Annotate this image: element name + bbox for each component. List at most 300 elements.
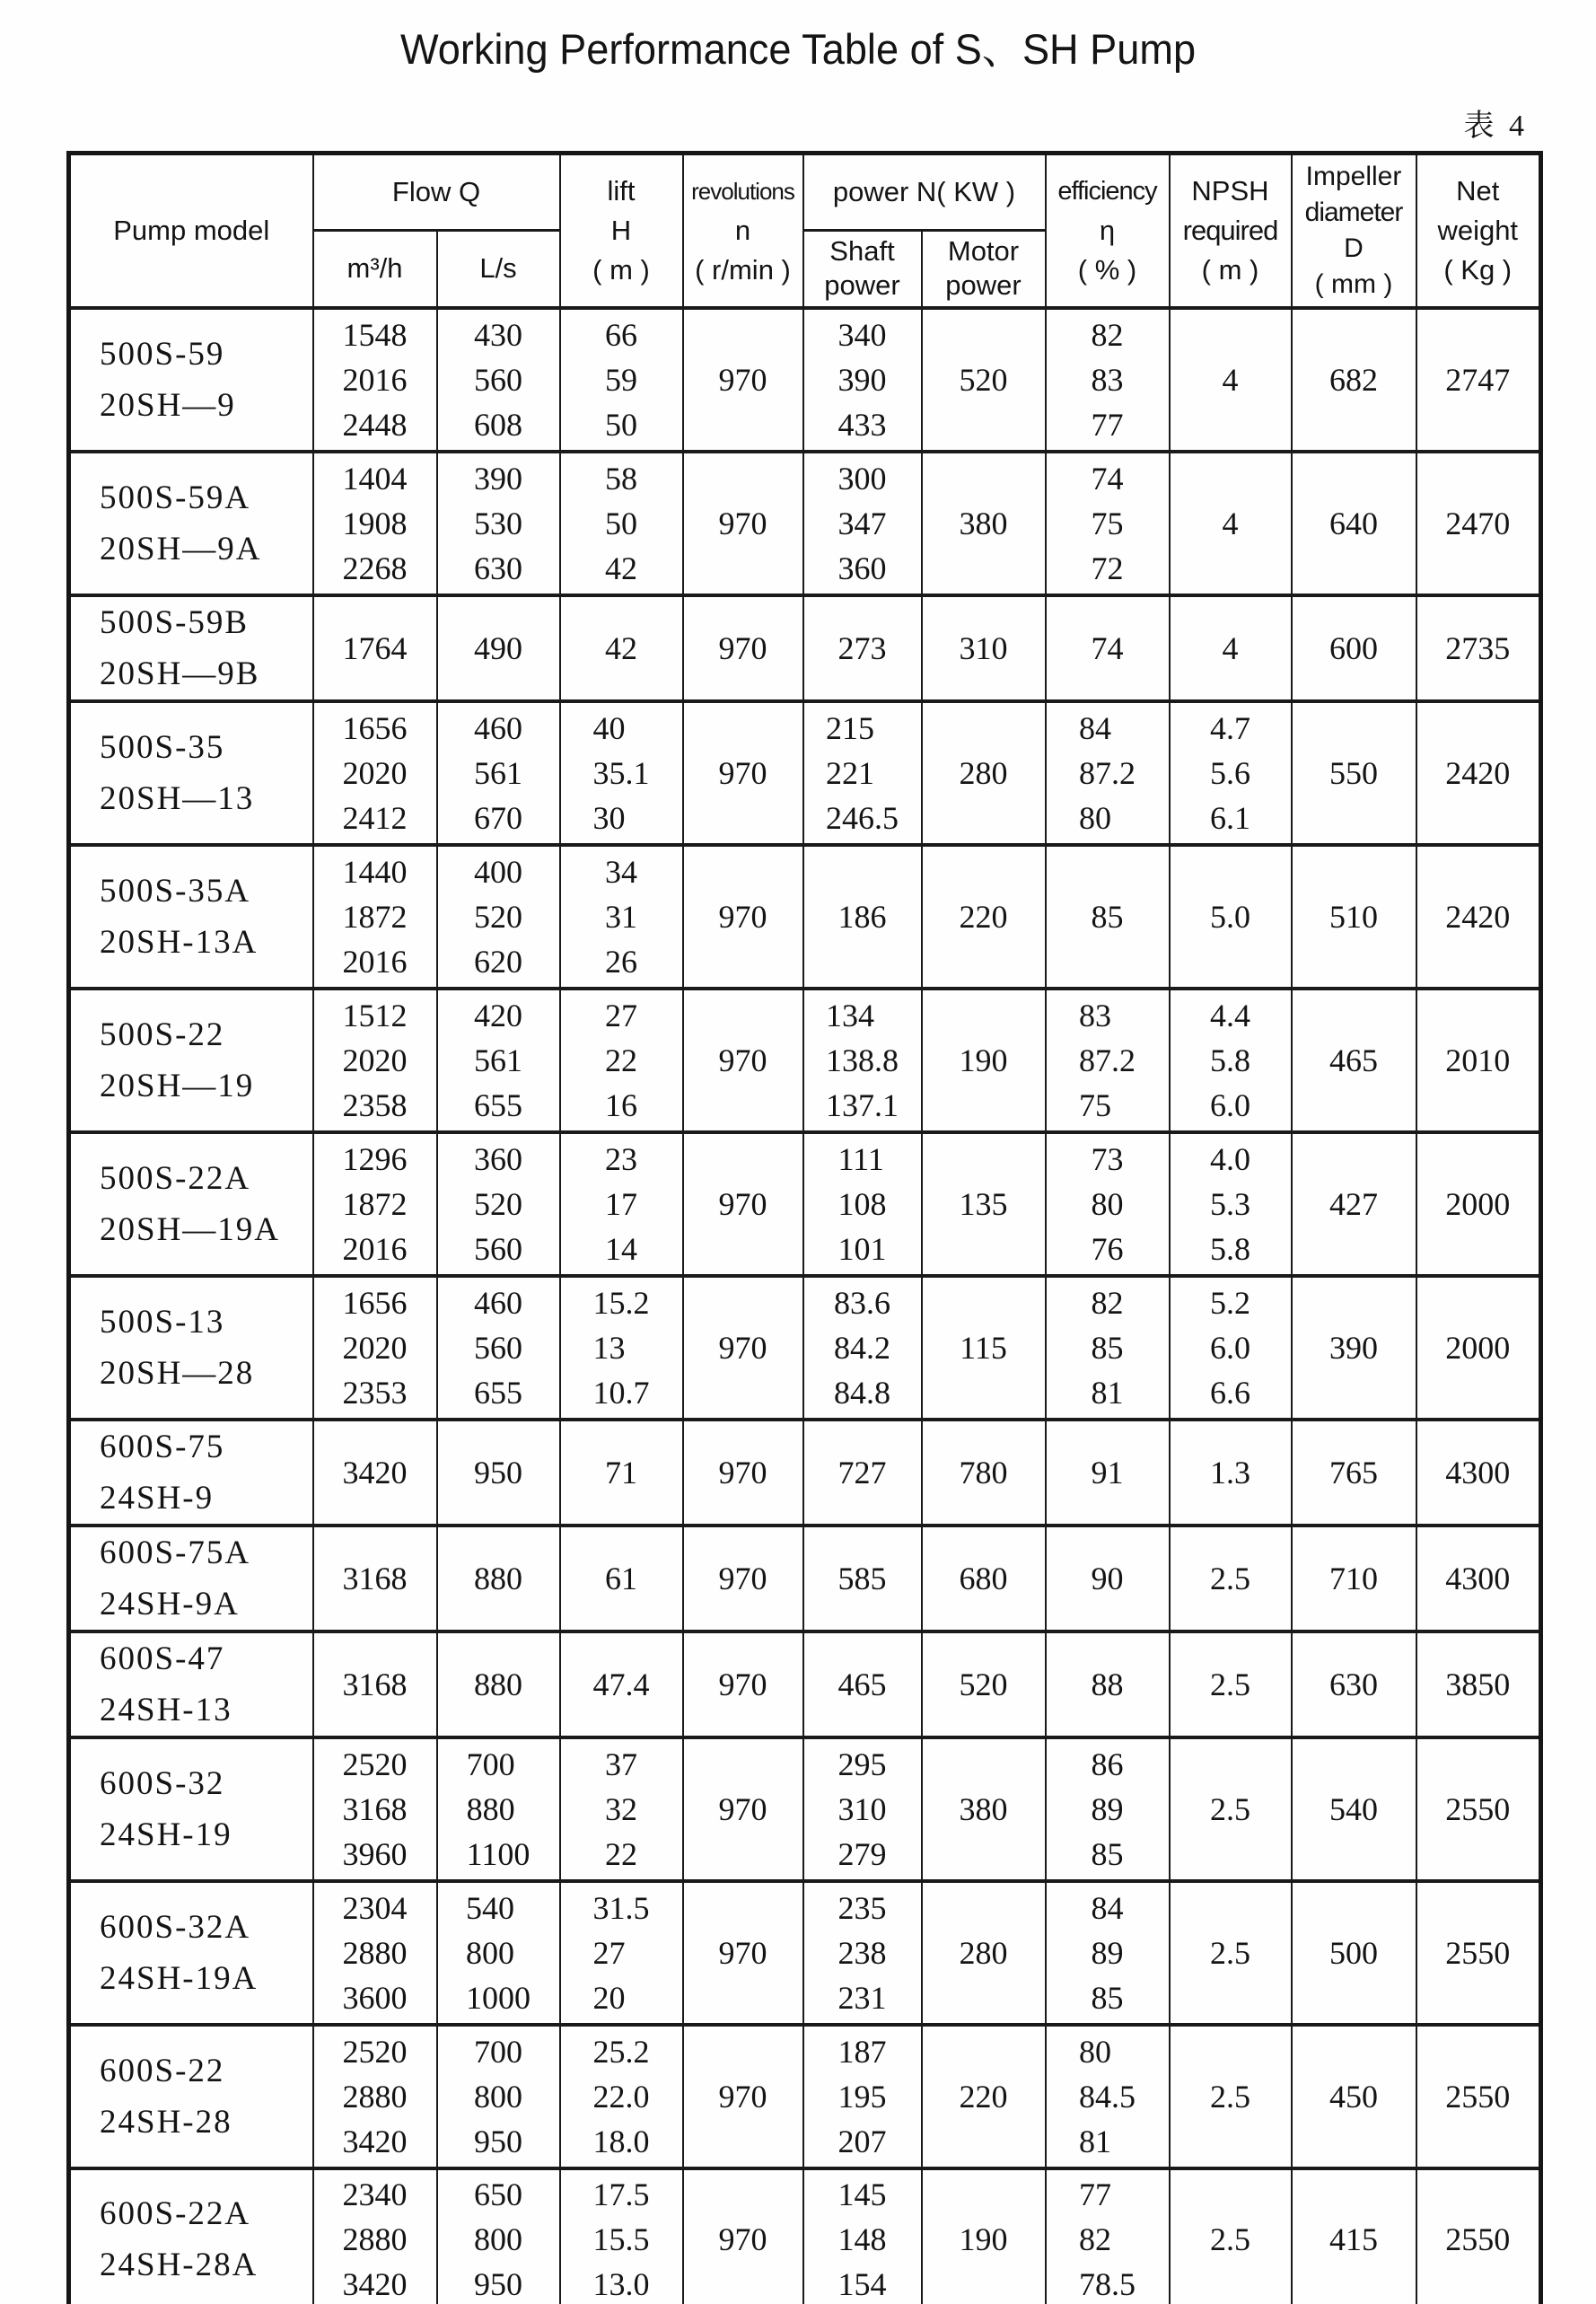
cell-impeller-diameter <box>1292 308 1416 452</box>
value-line: 13.0 <box>592 2266 650 2303</box>
value-line: 83 <box>1091 361 1124 398</box>
value-line: 61 <box>605 1560 637 1596</box>
table-row <box>69 701 1541 845</box>
value: 970 <box>718 1042 767 1078</box>
cell-flow-m3h <box>313 1881 437 2025</box>
value-line: 2520 <box>342 1746 408 1782</box>
value-line: 84.5 <box>1079 2078 1136 2115</box>
cell-pump-model <box>69 1276 313 1420</box>
value-line: 3168 <box>342 1666 408 1702</box>
cell-npsh <box>1170 845 1292 989</box>
value-stack <box>826 993 899 1128</box>
value-line: 2020 <box>342 754 408 791</box>
table-row <box>69 1631 1541 1737</box>
cell-npsh <box>1170 1631 1292 1737</box>
value-line: 108 <box>837 1185 887 1222</box>
value-line: 880 <box>474 1666 522 1702</box>
value-line: 390 <box>474 460 522 497</box>
value: 550 <box>1329 754 1378 791</box>
value: 970 <box>718 1790 767 1827</box>
value-line: 5.8 <box>1210 1042 1250 1078</box>
cell-flow-m3h <box>313 1132 437 1276</box>
cell-lift <box>560 1737 683 1881</box>
value-line: 2880 <box>342 2078 408 2115</box>
value-line: 4.4 <box>1210 997 1250 1033</box>
value-line: 207 <box>837 2123 887 2159</box>
value: 970 <box>718 361 767 398</box>
value-line: 340 <box>837 316 887 353</box>
cell-shaft-power <box>803 1526 922 1631</box>
value-stack <box>1210 993 1250 1128</box>
value-stack <box>838 1556 887 1601</box>
cell-motor-power <box>922 595 1046 701</box>
value-line: 1548 <box>342 316 408 353</box>
cell-efficiency <box>1046 845 1170 989</box>
value: 600 <box>1329 629 1378 666</box>
value-line: 89 <box>1091 1790 1124 1827</box>
value-stack <box>1210 1280 1250 1415</box>
value-line: 2.5 <box>1210 1790 1250 1827</box>
value-stack <box>1223 357 1239 402</box>
value: 970 <box>718 1934 767 1971</box>
cell-revolutions <box>683 1526 803 1631</box>
value-line: 50 <box>605 406 637 443</box>
cell-revolutions <box>683 1420 803 1526</box>
value-stack <box>1092 626 1124 671</box>
value-stack <box>474 1556 522 1601</box>
value-stack <box>343 706 408 840</box>
pump-model-label: Pump model <box>113 214 270 246</box>
pump-model-line: 500S-59A <box>100 479 251 516</box>
cell-shaft-power <box>803 1420 922 1526</box>
cell-shaft-power <box>803 845 922 989</box>
value-line: 40 <box>592 709 626 746</box>
value: 3850 <box>1445 1666 1511 1702</box>
value: 682 <box>1329 361 1378 398</box>
cell-npsh <box>1170 1420 1292 1526</box>
value-line: 608 <box>474 406 522 443</box>
value-stack <box>474 1137 522 1271</box>
value-line: 88 <box>1091 1666 1124 1702</box>
value-line: 20 <box>592 1979 626 2016</box>
pump-model-line: 500S-35 <box>100 728 225 766</box>
value-stack <box>1210 1787 1250 1832</box>
value-line: 1764 <box>342 629 408 666</box>
value: 970 <box>718 629 767 666</box>
value-line: 1.3 <box>1210 1454 1250 1491</box>
value-line: 138.8 <box>826 1042 899 1078</box>
table-row <box>69 452 1541 595</box>
cell-npsh <box>1170 2025 1292 2168</box>
cell-motor-power <box>922 2025 1046 2168</box>
table-row <box>69 2168 1541 2304</box>
value-stack <box>474 626 522 671</box>
cell-flow-ls <box>437 989 560 1132</box>
performance-table <box>66 151 1543 2304</box>
cell-net-weight <box>1416 989 1541 1132</box>
value-line: 27 <box>605 997 637 1033</box>
value-line: 420 <box>474 997 522 1033</box>
value-line: 561 <box>474 1042 522 1078</box>
cell-lift <box>560 452 683 595</box>
value-stack <box>343 1556 408 1601</box>
cell-pump-model <box>69 1420 313 1526</box>
col-header-revolutions: revolutions n ( r/min ) <box>683 154 803 308</box>
value: 640 <box>1329 505 1378 541</box>
value: 970 <box>718 1185 767 1222</box>
value: 427 <box>1329 1185 1378 1222</box>
value-line: 74 <box>1091 629 1124 666</box>
cell-shaft-power <box>803 2025 922 2168</box>
cell-flow-ls <box>437 2025 560 2168</box>
value-line: 950 <box>474 1454 522 1491</box>
value: 415 <box>1329 2221 1378 2258</box>
value-line: 3600 <box>342 1979 408 2016</box>
value-line: 2268 <box>342 550 408 586</box>
value-line: 23 <box>605 1140 637 1177</box>
pump-model-line: 500S-59B <box>100 603 250 641</box>
value-line: 400 <box>474 853 522 890</box>
cell-impeller-diameter <box>1292 989 1416 1132</box>
cell-motor-power <box>922 845 1046 989</box>
value-line: 1100 <box>466 1835 531 1872</box>
value-line: 3420 <box>342 2123 408 2159</box>
value-line: 5.8 <box>1210 1230 1250 1267</box>
value-line: 2340 <box>342 2176 408 2213</box>
value-stack <box>1079 2029 1136 2164</box>
value-line: 655 <box>474 1374 522 1411</box>
value-stack <box>593 1886 650 2020</box>
value: 520 <box>959 1666 1008 1702</box>
value-stack <box>834 1280 890 1415</box>
value: 630 <box>1329 1666 1378 1702</box>
value-stack <box>1092 1137 1124 1271</box>
value-line: 880 <box>466 1790 515 1827</box>
value-stack <box>343 626 408 671</box>
cell-net-weight <box>1416 1276 1541 1420</box>
cell-npsh <box>1170 452 1292 595</box>
pump-model-line: 20SH—28 <box>100 1354 255 1392</box>
value-line: 620 <box>474 943 522 980</box>
value: 2420 <box>1445 898 1511 935</box>
pump-model-line: 500S-59 <box>100 335 225 373</box>
value-stack <box>605 993 637 1128</box>
value-line: 84 <box>1091 1889 1124 1926</box>
value-stack <box>1210 1137 1250 1271</box>
value-line: 17.5 <box>592 2176 650 2213</box>
value-line: 137.1 <box>826 1086 899 1123</box>
value-stack <box>474 993 522 1128</box>
pump-model-line: 20SH-13A <box>100 923 259 961</box>
cell-flow-ls <box>437 1631 560 1737</box>
cell-lift <box>560 1276 683 1420</box>
value-line: 89 <box>1091 1934 1124 1971</box>
value-line: 2353 <box>342 1374 408 1411</box>
value-line: 83 <box>1079 997 1111 1033</box>
value-stack <box>474 706 522 840</box>
value-line: 3420 <box>342 1454 408 1491</box>
value-line: 2412 <box>342 799 408 836</box>
value: 2550 <box>1445 1790 1511 1827</box>
value-line: 800 <box>466 1934 514 1971</box>
table-row <box>69 308 1541 452</box>
cell-npsh <box>1170 1737 1292 1881</box>
page-title: Working Performance Table of S、SH Pump <box>399 25 1197 73</box>
cell-efficiency <box>1046 701 1170 845</box>
cell-flow-m3h <box>313 701 437 845</box>
value-line: 81 <box>1091 1374 1124 1411</box>
pump-model-line: 24SH-19 <box>100 1816 232 1853</box>
value-line: 80 <box>1079 799 1111 836</box>
value-line: 47.4 <box>592 1666 650 1702</box>
value-line: 465 <box>837 1666 887 1702</box>
value-line: 31.5 <box>592 1889 650 1926</box>
col-header-shaft-power: Shaft power <box>803 231 922 308</box>
value-line: 215 <box>826 709 874 746</box>
cell-impeller-diameter <box>1292 595 1416 701</box>
cell-impeller-diameter <box>1292 2025 1416 2168</box>
value-line: 187 <box>837 2033 887 2070</box>
cell-net-weight <box>1416 1420 1541 1526</box>
cell-npsh <box>1170 1881 1292 2025</box>
cell-lift <box>560 2025 683 2168</box>
value-line: 347 <box>837 505 887 541</box>
value-stack <box>605 1450 637 1495</box>
value: 2000 <box>1445 1329 1511 1366</box>
value: 390 <box>1329 1329 1378 1366</box>
value: 970 <box>718 898 767 935</box>
value-stack <box>838 626 887 671</box>
value-line: 17 <box>605 1185 637 1222</box>
cell-revolutions <box>683 595 803 701</box>
value-line: 2.5 <box>1210 1934 1250 1971</box>
value-line: 85 <box>1091 1979 1124 2016</box>
pump-model-line: 20SH—19 <box>100 1067 255 1104</box>
col-header-net-weight: Net weight ( Kg ) <box>1416 154 1541 308</box>
pump-model-line: 600S-22A <box>100 2195 251 2233</box>
cell-shaft-power <box>803 2168 922 2304</box>
value-line: 42 <box>605 550 637 586</box>
value-line: 4 <box>1222 629 1239 666</box>
value: 465 <box>1329 1042 1378 1078</box>
cell-pump-model <box>69 2168 313 2304</box>
value-stack <box>605 626 637 671</box>
value-line: 86 <box>1091 1746 1124 1782</box>
cell-flow-m3h <box>313 595 437 701</box>
cell-flow-ls <box>437 1276 560 1420</box>
table-row <box>69 1132 1541 1276</box>
cell-net-weight <box>1416 452 1541 595</box>
value: 190 <box>959 2221 1008 2258</box>
value-line: 6.0 <box>1210 1329 1250 1366</box>
cell-motor-power <box>922 2168 1046 2304</box>
pump-model-line: 24SH-28A <box>100 2247 259 2284</box>
pump-model-line: 24SH-28 <box>100 2103 232 2141</box>
value-stack <box>474 456 522 591</box>
cell-motor-power <box>922 1631 1046 1737</box>
value-line: 85 <box>1091 1835 1124 1872</box>
value-stack <box>1210 1556 1250 1601</box>
value-line: 84.8 <box>834 1374 890 1411</box>
cell-revolutions <box>683 1132 803 1276</box>
value-stack <box>1223 501 1239 546</box>
cell-pump-model <box>69 1881 313 2025</box>
cell-net-weight <box>1416 1132 1541 1276</box>
value: 500 <box>1329 1934 1378 1971</box>
cell-net-weight <box>1416 1881 1541 2025</box>
value: 970 <box>718 505 767 541</box>
value-line: 1512 <box>342 997 408 1033</box>
value: 280 <box>959 1934 1008 1971</box>
value-stack <box>474 1450 522 1495</box>
cell-lift <box>560 1526 683 1631</box>
value: 2010 <box>1445 1042 1511 1078</box>
cell-flow-m3h <box>313 845 437 989</box>
value-line: 111 <box>837 1140 884 1177</box>
value-line: 195 <box>837 2078 887 2115</box>
value-line: 950 <box>474 2266 522 2303</box>
value-line: 540 <box>466 1889 514 1926</box>
value-line: 80 <box>1091 1185 1124 1222</box>
table-row <box>69 1420 1541 1526</box>
value-line: 700 <box>466 1746 515 1782</box>
value-line: 295 <box>837 1746 887 1782</box>
value-line: 145 <box>837 2176 887 2213</box>
value-stack <box>1210 1450 1250 1495</box>
cell-flow-m3h <box>313 308 437 452</box>
table-row <box>69 595 1541 701</box>
value-line: 273 <box>837 629 887 666</box>
cell-flow-m3h <box>313 1737 437 1881</box>
cell-revolutions <box>683 2168 803 2304</box>
value-line: 22 <box>605 1835 637 1872</box>
value-stack <box>838 1886 887 2020</box>
cell-efficiency <box>1046 452 1170 595</box>
value-line: 25.2 <box>592 2033 650 2070</box>
cell-npsh <box>1170 308 1292 452</box>
value-line: 2.5 <box>1210 1666 1250 1702</box>
table-body <box>69 308 1541 2304</box>
value-stack <box>1079 2172 1136 2304</box>
cell-efficiency <box>1046 1420 1170 1526</box>
pump-model-line: 600S-32 <box>100 1764 225 1802</box>
pump-model-line: 600S-22 <box>100 2052 225 2089</box>
cell-efficiency <box>1046 2025 1170 2168</box>
value-line: 700 <box>474 2033 522 2070</box>
value-line: 87.2 <box>1079 754 1136 791</box>
cell-pump-model <box>69 989 313 1132</box>
cell-motor-power <box>922 452 1046 595</box>
table-row <box>69 1276 1541 1420</box>
value-stack <box>838 312 887 447</box>
value-line: 3168 <box>342 1560 408 1596</box>
value-stack <box>1092 312 1124 447</box>
cell-lift <box>560 701 683 845</box>
cell-motor-power <box>922 701 1046 845</box>
value-line: 80 <box>1079 2033 1111 2070</box>
value-line: 27 <box>592 1934 626 1971</box>
cell-motor-power <box>922 1526 1046 1631</box>
cell-revolutions <box>683 1631 803 1737</box>
value: 710 <box>1329 1560 1378 1596</box>
value-stack <box>343 993 408 1128</box>
value-stack <box>474 2172 522 2304</box>
value-stack <box>343 2029 408 2164</box>
cell-flow-ls <box>437 1132 560 1276</box>
value: 380 <box>959 505 1008 541</box>
value-stack <box>838 456 887 591</box>
value-stack <box>1092 1556 1124 1601</box>
value-line: 87.2 <box>1079 1042 1136 1078</box>
cell-flow-ls <box>437 452 560 595</box>
value-line: 800 <box>474 2078 522 2115</box>
cell-lift <box>560 1631 683 1737</box>
value-line: 18.0 <box>592 2123 650 2159</box>
value-line: 561 <box>474 754 522 791</box>
value-line: 73 <box>1091 1140 1124 1177</box>
value-line: 31 <box>605 898 637 935</box>
value-stack <box>474 1280 522 1415</box>
cell-flow-m3h <box>313 1526 437 1631</box>
pump-model-line: 20SH—9B <box>100 655 260 692</box>
cell-revolutions <box>683 989 803 1132</box>
cell-revolutions <box>683 845 803 989</box>
value: 765 <box>1329 1454 1378 1491</box>
value-line: 71 <box>605 1454 637 1491</box>
cell-motor-power <box>922 1737 1046 1881</box>
value-line: 72 <box>1091 550 1124 586</box>
value-stack <box>343 312 408 447</box>
pump-model-line: 600S-47 <box>100 1640 225 1677</box>
value-line: 134 <box>826 997 874 1033</box>
value-line: 560 <box>474 1230 522 1267</box>
pump-model-line: 500S-22 <box>100 1016 225 1053</box>
value: 520 <box>959 361 1008 398</box>
value-stack <box>343 2172 408 2304</box>
value-stack <box>466 1886 531 2020</box>
cell-net-weight <box>1416 308 1541 452</box>
cell-flow-ls <box>437 1737 560 1881</box>
value-line: 16 <box>605 1086 637 1123</box>
cell-revolutions <box>683 701 803 845</box>
cell-shaft-power <box>803 989 922 1132</box>
cell-net-weight <box>1416 1631 1541 1737</box>
cell-impeller-diameter <box>1292 1737 1416 1881</box>
value-stack <box>1092 1280 1124 1415</box>
cell-impeller-diameter <box>1292 845 1416 989</box>
value-stack <box>1092 456 1124 591</box>
value: 135 <box>959 1185 1008 1222</box>
value-stack <box>605 456 637 591</box>
value-stack <box>343 1742 408 1877</box>
value-line: 880 <box>474 1560 522 1596</box>
pump-model-line: 500S-35A <box>100 872 251 910</box>
cell-pump-model <box>69 308 313 452</box>
value: 970 <box>718 754 767 791</box>
value-line: 1908 <box>342 505 408 541</box>
value: 2000 <box>1445 1185 1511 1222</box>
cell-flow-m3h <box>313 989 437 1132</box>
cell-pump-model <box>69 1132 313 1276</box>
pump-model-line: 600S-75A <box>100 1534 251 1571</box>
value-line: 82 <box>1079 2221 1111 2258</box>
cell-motor-power <box>922 989 1046 1132</box>
pump-model-line: 24SH-9 <box>100 1479 215 1517</box>
value-line: 520 <box>474 898 522 935</box>
cell-net-weight <box>1416 2025 1541 2168</box>
value-stack <box>826 706 899 840</box>
value-stack <box>1092 1450 1124 1495</box>
